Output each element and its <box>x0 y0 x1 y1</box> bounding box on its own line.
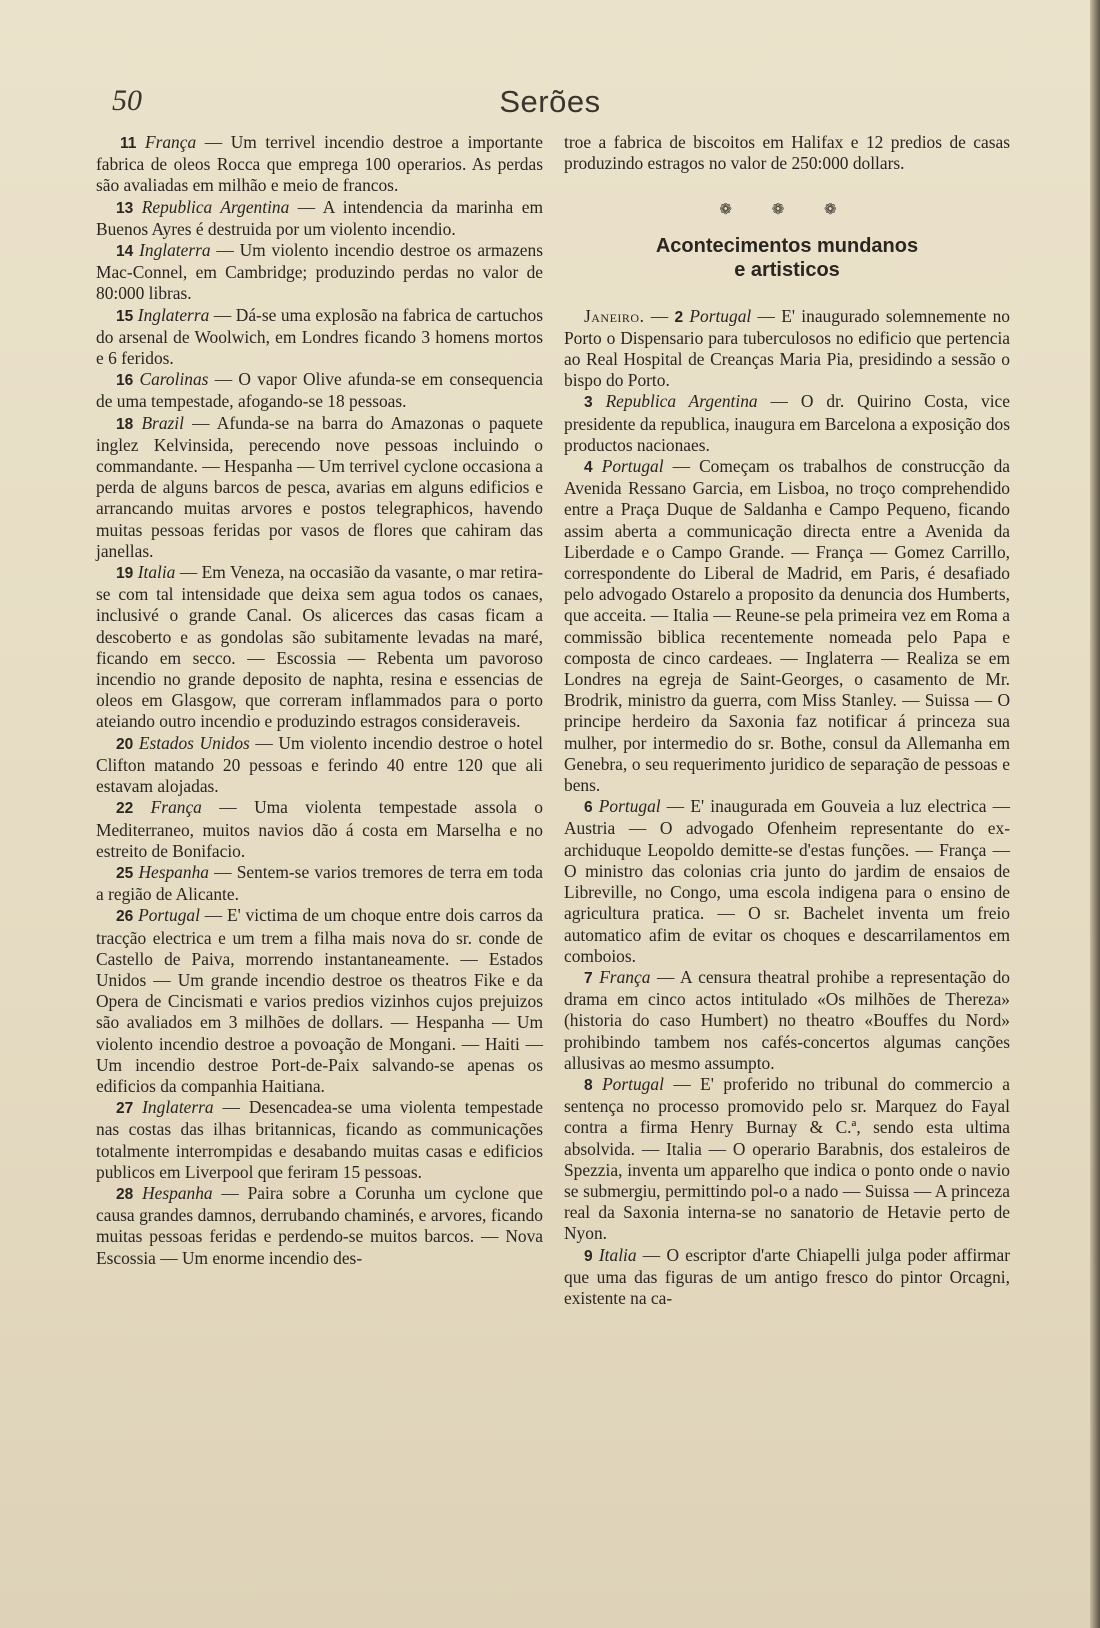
entry-separator: — <box>663 456 700 477</box>
chronicle-entry <box>564 456 1010 796</box>
left-column <box>96 132 543 1269</box>
chronicle-entry <box>96 1183 543 1269</box>
entry-text: Começam os trabalhos de construcção da Avenida Ressano Garcia, em Lisboa, no troço comprehendido entre a Praça Duque de Saldanha e Campo Pequeno, ficando assim aberta a communicação directa entre a Avenida da Liberdade e o Campo Grande. — França — Gomez Carrillo, correspondente do Liberal de Madrid, em Paris, é desafiado pelo advogado Ostarelo a proposito da denuncia dos Humberts, que acceita. — Italia — Reune-se pela primeira vez em Roma a commissão biblica recentemente nomeada pelo Papa e composta de cinco cardeaes. — Inglaterra — Realiza se em Londres na egreja de Saint-Georges, o casamento de Mr. Brodrik, ministro da guerra, com Miss Stanley. — Suissa — O principe herdeiro da Saxonia faz notificar á princeza sua mulher, por intermedio do sr. Bothe, consul da Allemanha em Genebra, o seu requerimento juridico de separação de pessoas e bens. <box>564 456 1010 796</box>
entry-day: 25 <box>116 864 134 882</box>
chronicle-entry <box>96 1097 543 1183</box>
entry-separator: — <box>209 304 236 325</box>
entry-separator: — <box>175 562 202 583</box>
continued-entry: troe a fabrica de biscoitos em Halifax e 12 predios de casas produzindo estragos no valor de 250:000 dollars. <box>564 132 1010 174</box>
chronicle-entry <box>96 132 543 197</box>
entry-separator: — <box>249 732 279 753</box>
chronicle-entry <box>564 1074 1010 1245</box>
entry-separator: — <box>650 966 680 987</box>
entry-text: E' proferido no tribunal do commercio a sentença no processo promovido pelo sr. Marquez do Fayal contra a firma Henry Burnay & C.ª, sendo esta ultima absolvida. — Italia — O operario Barabnis, dos estaleiros de Spezzia, inventa um apparelho que indica o ponto onde o navio se submergiu, permittindo pol-o a nado — Suissa — A princeza real da Saxonia interna-se no sanatorio de Hetavie perto de Nyon. <box>564 1073 1010 1244</box>
entry-separator: — <box>183 412 217 433</box>
entry-separator: — <box>208 369 239 390</box>
entry-text: Paira sobre a Corunha um cyclone que causa grandes damnos, derrubando chaminés, e arvores, ficando muitas pessoas feridas e perdendo-se muitos barcos. — Nova Escossia — Um enorme incendio des- <box>96 1182 543 1268</box>
chronicle-entry <box>96 197 543 240</box>
entry-day: 28 <box>116 1185 134 1203</box>
entry-place: Portugal <box>598 796 661 817</box>
entry-place: Republica Argentina <box>605 391 758 412</box>
entry-separator: — <box>201 797 255 818</box>
entry-separator: — <box>663 1073 701 1094</box>
right-entries <box>564 306 1010 1310</box>
entry-place: Italia <box>137 562 176 583</box>
section-title-line-2: e artisticos <box>734 258 840 281</box>
chronicle-entry <box>96 797 543 862</box>
right-column <box>564 132 1010 1309</box>
entry-separator: — <box>208 861 237 882</box>
entry-place: Portugal <box>602 1073 664 1094</box>
entry-place: França <box>144 132 197 152</box>
entry-day: 19 <box>116 565 134 583</box>
entry-text: O escriptor d'arte Chiapelli julga poder affirmar que uma das figuras de um antigo fresco do pintor Orcagni, existente na ca- <box>564 1244 1010 1308</box>
entry-text: E' inaugurada em Gouveia a luz electrica — Austria — O advogado Ofenheim representante do ex-archiduque Leopoldo demitte-se d'estas funções. — França — O ministro das colonias cria junto do jardim de ensaios de Libreville, no Congo, uma escola indigena para o ensino de agricultura pratica. — O sr. Bachelet inventa um freio automatico afim de evitar os choques e descarrilamentos em comboios. <box>564 796 1010 966</box>
entry-day: 7 <box>584 969 593 987</box>
entry-day: 6 <box>584 799 593 817</box>
entry-text: A intendencia da marinha em Buenos Ayres é destruida por um violento incendio. <box>96 196 543 239</box>
entry-separator: — <box>289 196 323 217</box>
entry-day: 13 <box>116 199 134 217</box>
page-header <box>0 80 1100 130</box>
entry-separator: — <box>213 1097 249 1118</box>
chronicle-entry <box>96 905 543 1097</box>
entry-place: Portugal <box>138 905 200 926</box>
chronicle-entry: Janeiro. — 2 Portugal — E' inaugurado solemnemente no Porto o Dispensario para tuberculosos no edificio que pertencia ao Real Hospital de Creanças Maria Pia, presidindo a sessão o bispo do Porto. <box>564 305 1010 391</box>
entry-separator: — <box>199 905 227 926</box>
entry-separator: — <box>751 305 782 326</box>
entry-place: Estados Unidos <box>138 732 250 753</box>
chronicle-entry <box>96 413 543 562</box>
chronicle-entry <box>96 369 543 412</box>
entry-text: Desencadea-se uma violenta tempestade nas costas das ilhas britannicas, ficando as communicações totalmente interrompidas e desabando muitas casas e edificios publicos em Liverpool que feriram 15 pessoas. <box>96 1097 543 1182</box>
entry-day: 20 <box>116 735 134 753</box>
entry-place: Republica Argentina <box>141 196 290 217</box>
entry-text: O dr. Quirino Costa, vice presidente da republica, inaugura em Barcelona a exposição dos productos nacionaes. <box>564 391 1010 455</box>
entry-place: Portugal <box>689 305 752 326</box>
entry-day: 4 <box>584 459 593 477</box>
section-title-line-1: Acontecimentos mundanos <box>655 234 919 257</box>
entry-separator: — <box>212 1182 248 1203</box>
entry-place: Portugal <box>601 456 664 477</box>
entry-day: 22 <box>116 800 134 818</box>
entry-text: O vapor Olive afunda-se em consequencia de uma tempestade, afogando-se 18 pessoas. <box>96 369 543 412</box>
entry-text: Sentem-se varios tremores de terra em toda a região de Alicante. <box>96 861 543 905</box>
entry-place: Carolinas <box>139 369 209 390</box>
entry-place: França <box>599 966 651 987</box>
entry-separator: — <box>660 796 691 817</box>
page-number: 50 <box>112 84 142 117</box>
entry-place: Italia <box>598 1244 637 1265</box>
entry-text: Dá-se uma explosão na fabrica de cartuchos do arsenal de Woolwich, em Londres ficando 3 homens mortos e 6 feridos. <box>96 304 543 369</box>
entry-place: Inglaterra <box>142 1097 214 1118</box>
chronicle-entry <box>564 391 1010 456</box>
entry-day: 14 <box>116 243 134 261</box>
chronicle-entry <box>564 967 1010 1074</box>
entry-text: Em Veneza, na occasião da vasante, o mar retira-se com tal intensidade que deixa sem agua todos os canaes, inclusivé o grande Canal. Os alicerces das casas ficam a descoberto e as gondolas são subitamente levadas na maré, ficando em secco. — Escossia — Rebenta um pavoroso incendio no grande deposito de naphta, resina e essencias de oleos em Glasgow, que correram inflammados para o porto ateiando outro incendio e produzindo estragos consideraveis. <box>96 562 543 732</box>
entry-text: Um terrivel incendio destroe a importante fabrica de oleos Rocca que emprega 100 operarios. As perdas são avaliadas em milhão e meio de francos. <box>96 132 543 196</box>
entry-separator: — <box>636 1244 667 1265</box>
chronicle-entry <box>564 1245 1010 1310</box>
entry-place: Brazil <box>141 412 184 433</box>
chronicle-entry <box>564 796 1010 967</box>
entry-place: Hespanha <box>142 1182 213 1203</box>
entry-day: 18 <box>116 415 134 433</box>
entry-text: Um violento incendio destroe os armazens Mac-Connel, em Cambridge; produzindo perdas no valor de 80:000 libras. <box>96 240 543 304</box>
book-spine-edge <box>1090 0 1100 1628</box>
entry-separator: — <box>196 132 231 152</box>
entry-day: 26 <box>116 908 134 926</box>
entry-text: Afunda-se na barra do Amazonas o paquete inglez Kelvinsida, perecendo nove pessoas incluindo o commandante. — Hespanha — Um terrivel cyclone occasiona a perda de alguns barcos de pesca, avarias em alguns edificios e arrancando muitas arvores e postos telegraphicos, havendo muitas pessoas feridas por vasos de flores que cahiram das janellas. <box>96 412 543 561</box>
section-ornament: ❁ ❁ ❁ <box>719 202 855 219</box>
entry-day: 2 <box>674 308 684 326</box>
entry-place: Hespanha <box>138 861 209 882</box>
section-title <box>564 234 1010 282</box>
entry-separator: — <box>210 240 240 261</box>
chronicle-entry <box>96 305 543 370</box>
chronicle-entry <box>96 240 543 305</box>
entry-text: A censura theatral prohibe a representação do drama em cinco actos intitulado «Os milhões de Thereza» (historia do caso Humbert) no theatro «Bouffes du Nord» prohibindo tambem nos cafés-concertos algumas canções allusivas ao mesmo assumpto. <box>564 966 1010 1073</box>
entry-day: 15 <box>116 307 134 325</box>
entry-day: 8 <box>584 1076 593 1094</box>
entry-day: 3 <box>584 394 593 412</box>
entry-place: Inglaterra <box>139 240 211 261</box>
running-title: Serões <box>499 84 601 119</box>
entry-day: 16 <box>116 372 134 390</box>
entry-text: E' inaugurado solemnemente no Porto o Dispensario para tuberculosos no edificio que pertencia ao Real Hospital de Creanças Maria Pia, presidindo a sessão o bispo do Porto. <box>564 305 1010 391</box>
entry-place: Inglaterra <box>137 304 210 325</box>
chronicle-entry <box>96 733 543 798</box>
chronicle-entry <box>96 562 543 733</box>
entry-text: Uma violenta tempestade assola o Mediterraneo, muitos navios dão á costa em Marselha e no estreito de Bonifacio. <box>96 797 543 861</box>
entry-place: França <box>150 797 202 818</box>
month-label: Janeiro. <box>584 305 645 326</box>
chronicle-entry <box>96 862 543 905</box>
entry-day: 11 <box>120 135 137 152</box>
entry-day: 9 <box>584 1247 593 1265</box>
entry-day: 27 <box>116 1100 134 1118</box>
entry-text: E' victima de um choque entre dois carros da tracção electrica e um trem a filha mais nova do sr. conde de Castello de Paiva, morrendo instantaneamente. — Estados Unidos — Um grande incendio destroe os theatros Fike e da Opera de Cincismati e varios predios vizinhos cujos prejuizos são avaliados em 3 milhões de dollars. — Hespanha — Um violento incendio destroe a povoação de Mongani. — Haiti — Um incendio destroe Port-de-Paix salvando-se apenas os edificios da companhia Haitiana. <box>96 905 543 1096</box>
entry-separator: — <box>757 391 801 412</box>
entry-text: Um violento incendio destroe o hotel Clifton matando 20 pessoas e ferindo 40 entre 120 que ali estavam alojadas. <box>96 732 544 797</box>
